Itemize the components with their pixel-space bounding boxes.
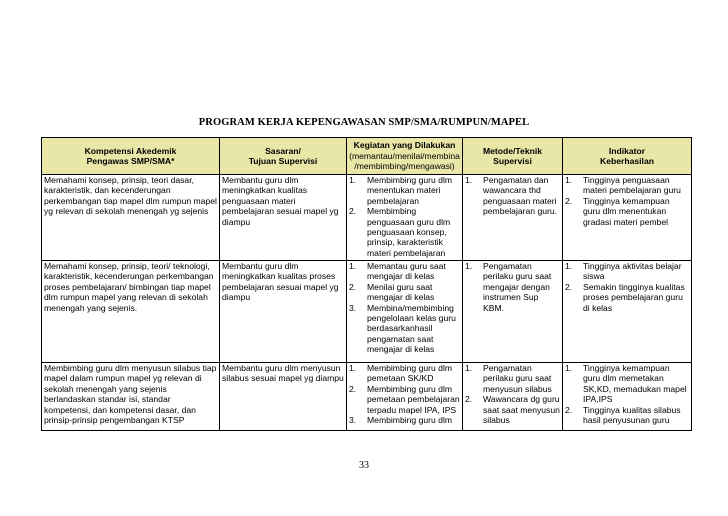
list-item: 1. Memantau guru saat mengajar di kelas — [349, 261, 446, 282]
header-kegiatan-line1: Kegiatan yang Dilakukan — [353, 140, 456, 151]
list-item: 1. Tingginya aktivitas belajar siswa — [565, 261, 682, 282]
header-indikator-line2: Keberhasilan — [600, 156, 654, 166]
list-item: 2. Tingginya kualitas silabus hasil penyusunan guru — [565, 404, 681, 426]
header-kompetensi-line2: Pengawas SMP/SMA* — [86, 156, 175, 166]
header-metode — [463, 138, 563, 175]
list-item: 2. Membimbing penguasaan guru dlm penguasaan konsep, prinsip, karakteristik materi pembelajaran — [349, 206, 451, 258]
list-item: 2. Menilai guru saat mengajar di kelas — [349, 281, 435, 303]
cell-sasaran: Membantu guru dlm meningkatkan kualitas penguasaan materi pembelajaran sesuai mapel yg diampu — [220, 175, 347, 261]
cell-sasaran: Membantu guru dlm meningkatkan kualitas proses pembelajaran sesuai mapel yg diampu — [220, 261, 347, 363]
list-item: 3. Membina/membimbing pengelolaan kelas guru berdasarkanhasil pengamatan saat mengajar di kelas — [349, 302, 456, 355]
cell-indikator — [563, 261, 692, 363]
header-metode-line2: Supervisi — [493, 156, 532, 166]
list-item: 1. Tingginya penguasaan materi pembelajaran guru — [565, 175, 681, 196]
header-kegiatan — [347, 138, 463, 175]
list-item: 1. Membimbing guru dlm menentukan materi pembelajaran — [349, 175, 453, 206]
cell-kegiatan — [347, 363, 463, 431]
header-sasaran-line1: Sasaran/ — [265, 145, 301, 156]
cell-metode — [463, 363, 563, 431]
cell-metode — [463, 175, 563, 261]
table-row — [42, 363, 692, 431]
header-sasaran — [220, 138, 347, 175]
table-row — [42, 175, 692, 261]
list-item: 1. Pengamatan dan wawancara thd penguasaan materi pembelajaran guru. — [465, 175, 558, 217]
list-item: 2. Membimbing guru dlm pemetaan pembelajaran terpadu mapel IPA, IPS — [349, 383, 460, 415]
cell-kegiatan — [347, 261, 463, 363]
cell-indikator — [563, 363, 692, 431]
header-kompetensi — [42, 138, 220, 175]
list-item: 2. Tingginya kemampuan guru dlm menentukan gradasi materi pembel — [565, 195, 670, 227]
list-item: 1. Tingginya kemampuan guru dlm memetakan SK,KD, memadukan mapel IPA,IPS — [565, 363, 687, 405]
cell-sasaran: Membantu guru dlm menyusun silabus sesuai mapel yg diampu — [220, 363, 347, 431]
document-title: PROGRAM KERJA KEPENGAWASAN SMP/SMA/RUMPUN/MAPEL — [198, 117, 530, 128]
header-indikator — [563, 138, 692, 175]
header-sasaran-line2: Tujuan Supervisi — [248, 156, 318, 166]
cell-kegiatan — [347, 175, 463, 261]
cell-kompetensi: Membimbing guru dlm menyusun silabus tiap mapel dalam rumpun mapel yg relevan di sekolah menengah yang sejenis berlandaskan standar isi, standar kompetensi, dan kompetensi dasar, dan prinsip-prinsip pengembangan KTSP — [42, 363, 220, 431]
header-kegiatan-line2: (memantau/menilai/membina — [349, 150, 460, 161]
list-item: 3. Membimbing guru dlm — [349, 415, 453, 426]
cell-kompetensi: Memahami konsep, prinsip, teori/ teknologi, karakteristik, kecenderungan perkembangan proses pembelajaran/ bimbingan tiap mapel dlm rumpun mapel yang relevan di sekolah menengah yang sejenis. — [42, 261, 220, 363]
cell-indikator — [563, 175, 692, 261]
page-number: 33 — [359, 460, 369, 471]
program-table — [41, 137, 692, 431]
table-header-row — [42, 138, 692, 175]
list-item: 1. Pengamatan perilaku guru saat mengajar dengan instrumen Sup KBM. — [465, 261, 552, 313]
cell-metode — [463, 261, 563, 363]
list-item: 1. Pengamatan perilaku guru saat menyusun silabus — [465, 363, 552, 394]
list-item: 1. Membimbing guru dlm pemetaan SK/KD — [349, 363, 453, 384]
header-kompetensi-line1: Kompetensi Akedemik — [84, 145, 177, 156]
list-item: 2. Wawancara dg guru saat saat menyusun silabus — [465, 394, 560, 426]
header-kegiatan-line3: /membimbing/mengawasi) — [354, 161, 455, 172]
table-row — [42, 261, 692, 363]
header-metode-line1: Metode/Teknik — [482, 145, 543, 156]
cell-kompetensi: Memahami konsep, prinsip, teori dasar, karakteristik, dan kecenderungan perkembangan tiap mapel dlm rumpun mapel yg relevan di sekolah menengah yg sejenis — [42, 175, 220, 261]
list-item: 2. Semakin tingginya kualitas proses pembelajaran guru di kelas — [565, 281, 685, 313]
header-indikator-line1: Indikator — [608, 145, 646, 156]
